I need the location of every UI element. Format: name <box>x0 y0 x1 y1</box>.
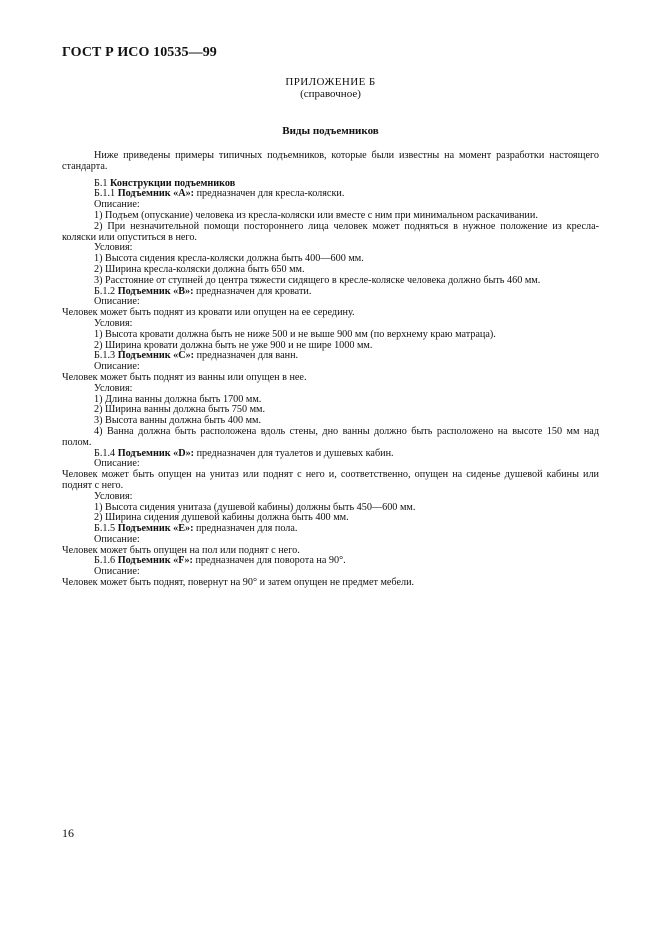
line-text: 2) Ширина кресла-коляски должна быть 650 мм. <box>94 263 305 275</box>
line-text: 3) Высота ванны должна быть 400 мм. <box>94 415 262 427</box>
body-line <box>62 287 599 298</box>
clause-heading: Конструкции подъемников <box>110 177 236 189</box>
body-line <box>62 524 599 535</box>
clause-number: Б.1.4 <box>94 447 118 459</box>
clause-heading: Подъемник «В»: <box>117 285 194 297</box>
line-text: Человек может быть поднят из кровати или опущен на ее середину. <box>62 307 355 319</box>
line-text: 1) Высота кровати должна быть не ниже 500 и не выше 900 мм (по верхнему краю матраца). <box>94 328 496 340</box>
line-text: Условия: <box>94 490 133 502</box>
body-line <box>62 222 599 244</box>
line-text: 4) Ванна должна быть расположена вдоль стены, дно ванны должно быть расположено на высоте 150 мм над полом. <box>62 425 599 448</box>
page-number: 16 <box>62 826 74 840</box>
line-text: предназначен для туалетов и душевых кабин. <box>194 447 394 459</box>
clause-heading: Подъемник «Е»: <box>117 523 194 535</box>
line-text: 1) Высота сидения кресла-коляски должна быть 400—600 мм. <box>94 253 364 265</box>
line-text: предназначен для кровати. <box>193 285 312 297</box>
clause-number: Б.1.5 <box>94 523 118 535</box>
body-line <box>62 373 599 384</box>
line-text: Описание: <box>94 199 140 211</box>
line-text: Человек может быть опущен на унитаз или поднят с него и, соответственно, опущен на сиденье душевой кабины или поднят с него. <box>62 469 599 491</box>
line-text: 1) Высота сидения унитаза (душевой кабины) должны быть 450—600 мм. <box>94 501 416 513</box>
body-line <box>62 189 599 200</box>
body-lines <box>62 179 599 589</box>
line-text: 3) Расстояние от ступней до центра тяжести сидящего в кресле-коляске человека должно быть 460 мм. <box>94 274 541 286</box>
line-text: Человек может быть поднят, повернут на 90° и затем опущен не предмет мебели. <box>62 577 415 589</box>
line-text: предназначен для поворота на 90°. <box>192 555 346 567</box>
intro-paragraph: Ниже приведены примеры типичных подъемников, которые были известны на момент разработки настоящего стандарта. <box>62 150 599 172</box>
body-line <box>62 556 599 567</box>
line-text: Условия: <box>94 317 133 329</box>
line-text: Описание: <box>94 533 140 545</box>
clause-number: Б.1.6 <box>94 555 118 567</box>
line-text: предназначен для кресла-коляски. <box>194 188 345 200</box>
document-header-id: ГОСТ Р ИСО 10535—99 <box>62 45 217 60</box>
body-line <box>62 578 599 589</box>
line-text: 2) Ширина ванны должна быть 750 мм. <box>94 404 266 416</box>
line-text: 2) При незначительной помощи постороннего лица человек может подняться в нужное положение из кресла-коляски или опуститься в него. <box>62 220 599 243</box>
line-text: предназначен для ванн. <box>194 350 299 362</box>
body-line <box>62 308 599 319</box>
line-text: Человек может быть поднят из ванны или опущен в нее. <box>62 371 307 383</box>
line-text: Условия: <box>94 242 133 254</box>
appendix-subtitle: (справочное) <box>300 88 361 100</box>
line-text: Описание: <box>94 296 140 308</box>
appendix-title: ПРИЛОЖЕНИЕ Б <box>285 76 376 88</box>
line-text: 1) Длина ванны должна быть 1700 мм. <box>94 393 262 405</box>
line-text: 1) Подъем (опускание) человека из кресла-коляски или вместе с ним при минимальном раскачивании. <box>94 209 538 221</box>
body-line <box>62 427 599 449</box>
line-text: Человек может быть опущен на пол или поднят с него. <box>62 544 300 556</box>
clause-heading: Подъемник «F»: <box>117 555 193 567</box>
line-text: Описание: <box>94 458 140 470</box>
body-line <box>62 351 599 362</box>
body-line <box>62 470 599 492</box>
line-text: Описание: <box>94 361 140 373</box>
line-text: 2) Ширина кровати должна быть не уже 900 и не шире 1000 мм. <box>94 339 373 351</box>
clause-number: Б.1.2 <box>94 285 118 297</box>
document-body <box>62 151 599 589</box>
line-text: Описание: <box>94 566 140 578</box>
section-title: Виды подъемников <box>282 125 379 137</box>
clause-heading: Подъемник «С»: <box>117 350 195 362</box>
appendix-heading <box>62 76 599 100</box>
clause-number: Б.1.3 <box>94 350 118 362</box>
line-text: Условия: <box>94 382 133 394</box>
body-line <box>62 449 599 460</box>
line-text: предназначен для пола. <box>193 523 298 535</box>
line-text: 2) Ширина сидения душевой кабины должна быть 400 мм. <box>94 512 349 524</box>
clause-number: Б.1 <box>94 177 111 189</box>
clause-heading: Подъемник «А»: <box>117 188 195 200</box>
clause-number: Б.1.1 <box>94 188 118 200</box>
clause-heading: Подъемник «D»: <box>117 447 195 459</box>
